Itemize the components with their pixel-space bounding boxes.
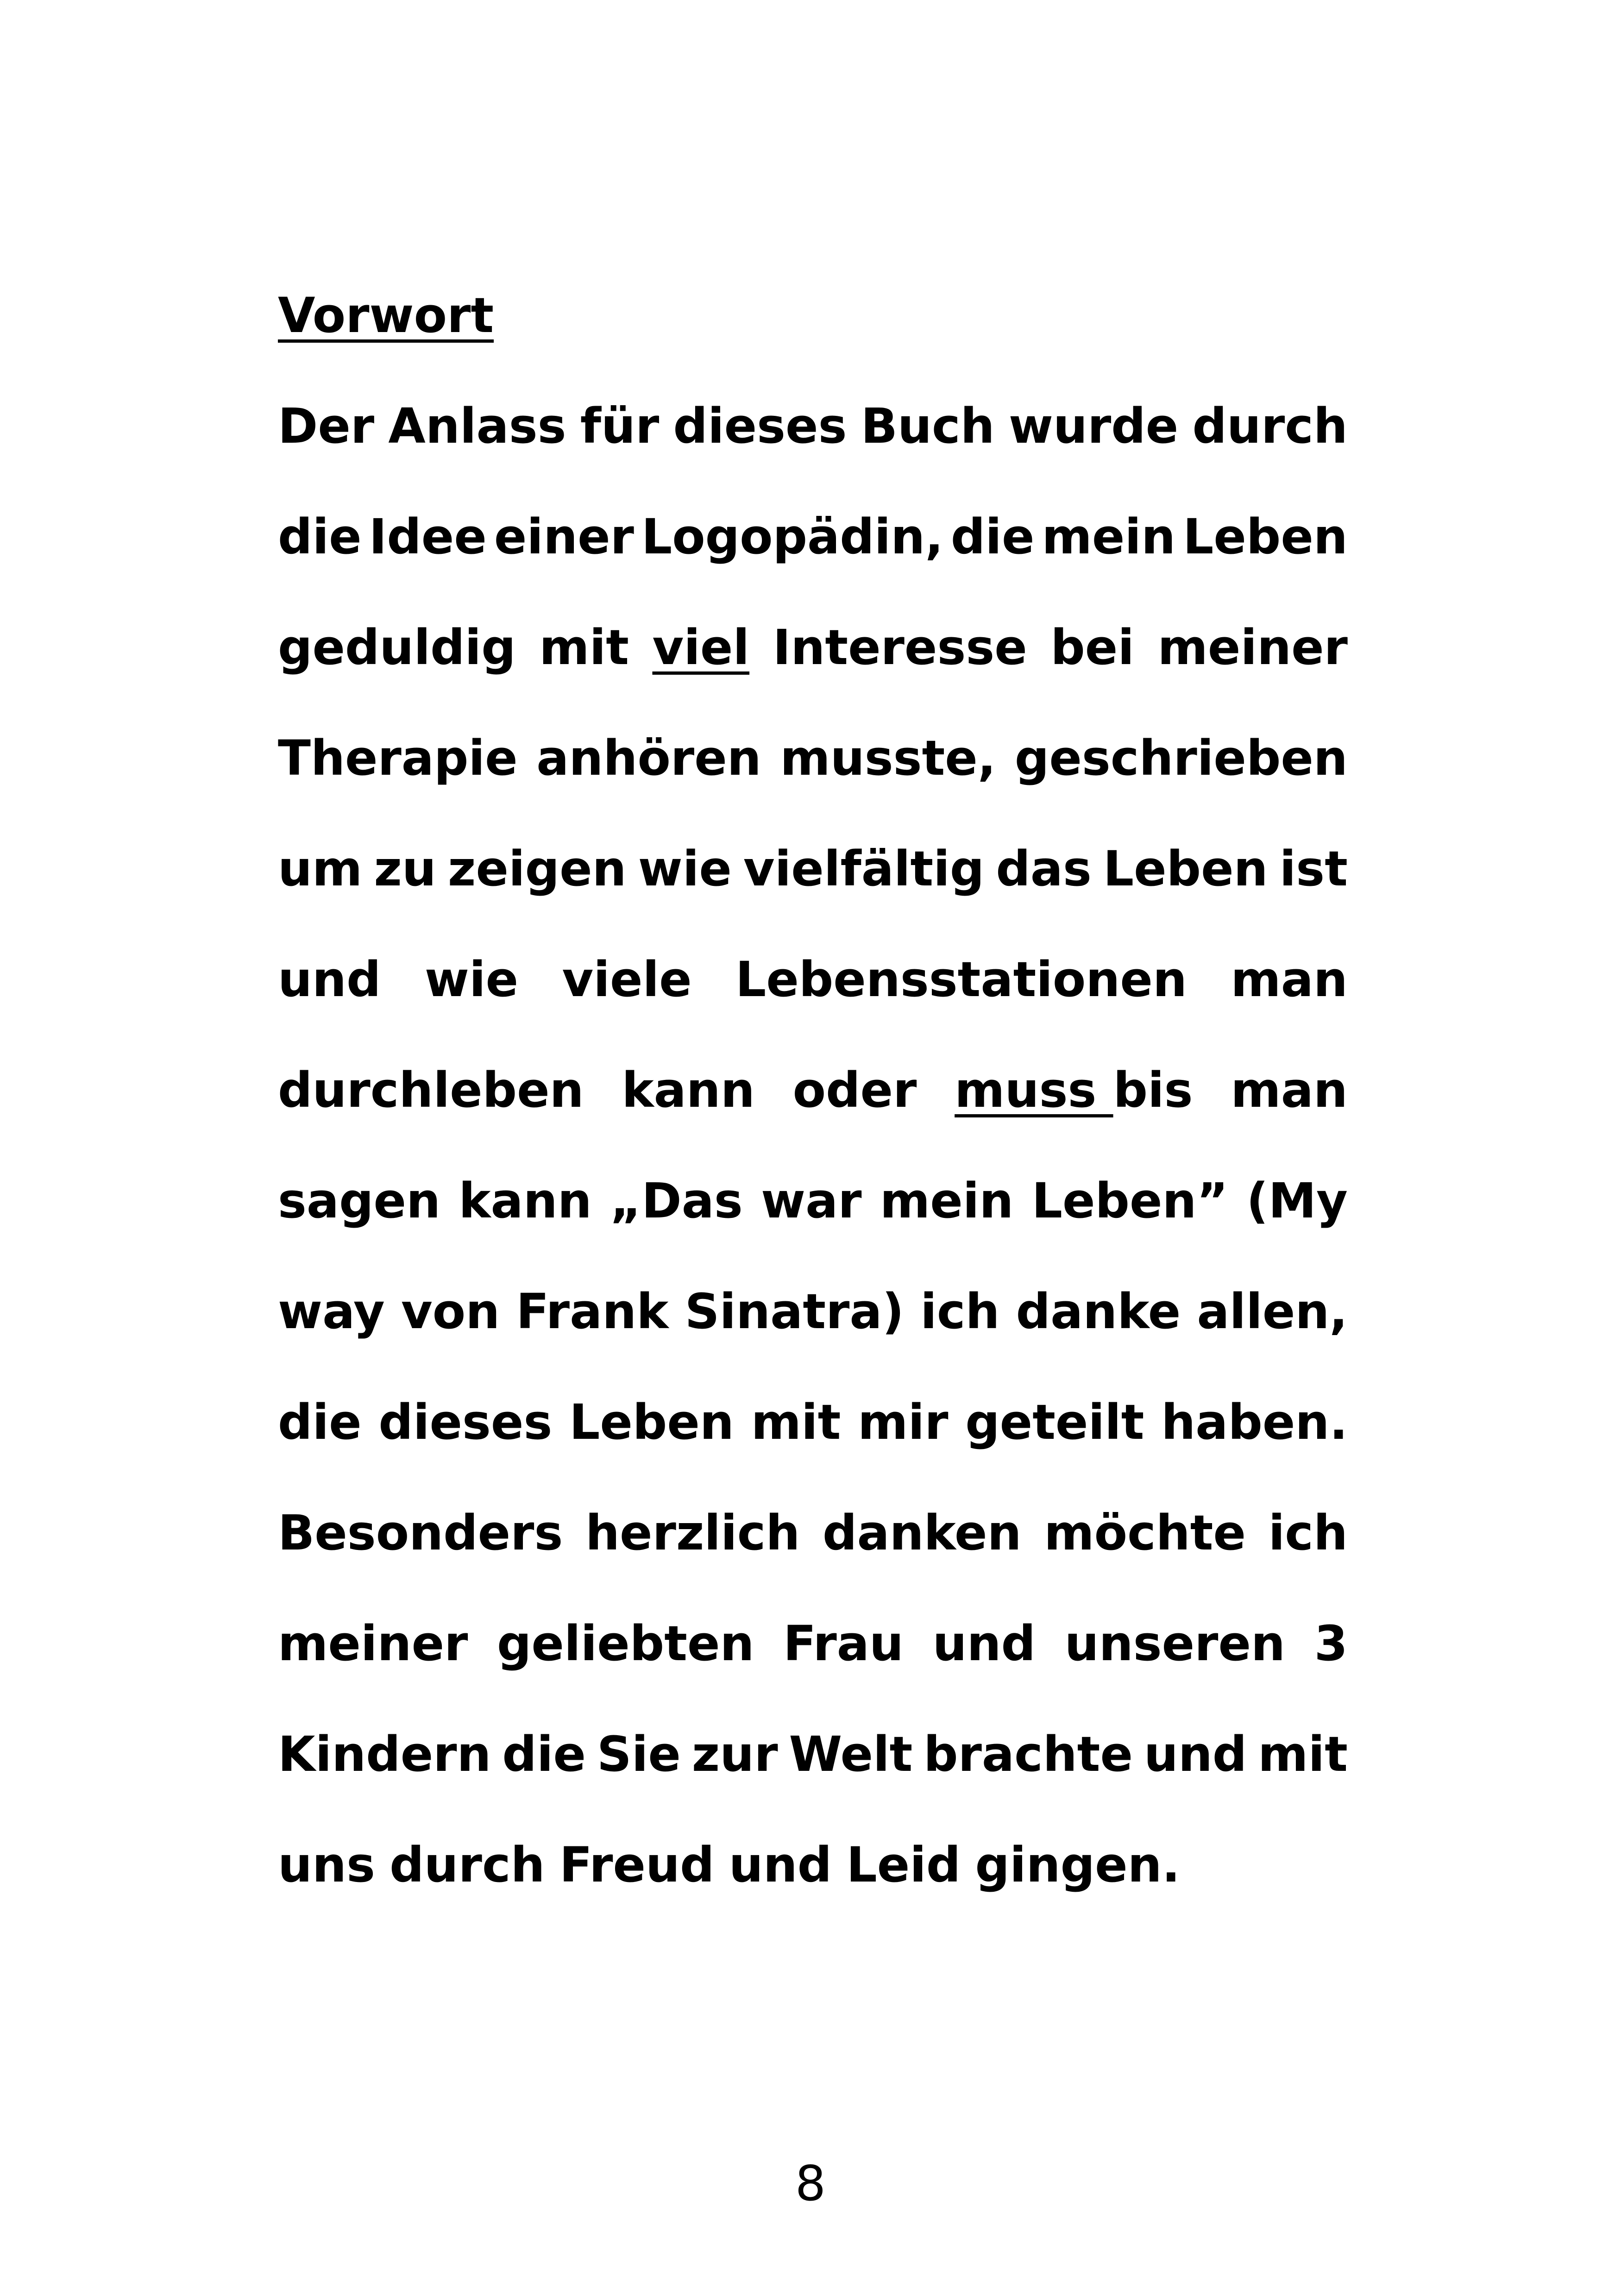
word: meiner [278,1615,468,1672]
text-line [278,613,1348,723]
text-line [278,391,1348,502]
word: wie [424,951,519,1008]
text-line [278,1498,1348,1609]
word: way [278,1283,385,1340]
underlined-word: muss [955,1062,1113,1118]
word: Freud [559,1837,715,1893]
word: Frau [783,1615,904,1672]
word: durchleben [278,1062,584,1118]
text-line [278,502,1348,613]
word: Besonders [278,1505,563,1561]
word: man [1231,951,1348,1008]
word: geschrieben [1014,730,1348,786]
word: die [950,508,1035,565]
word-pair [955,1055,1193,1125]
word: Anlass [388,398,566,454]
word: 3 [1314,1615,1348,1672]
word: man [1231,1062,1348,1118]
word: Sinatra) [685,1283,905,1340]
word: uns [278,1837,375,1893]
text-line [278,1166,1348,1277]
word: ich [920,1283,1000,1340]
word: von [401,1283,500,1340]
word: die [502,1726,586,1782]
text-line [278,1055,1348,1166]
word: geliebten [496,1615,754,1672]
word: anhören [536,730,761,786]
word: mit [539,619,629,676]
word: Der [278,398,375,454]
word: zu [374,841,436,897]
word: kann [459,1173,592,1229]
word: danken [823,1505,1022,1561]
word: (My [1246,1173,1348,1229]
word: meiner [1157,619,1348,676]
word: Interesse [773,619,1027,676]
word: dieses [673,398,847,454]
word: Buch [861,398,995,454]
word: musste, [780,730,996,786]
word: Logopädin, [641,508,943,565]
text-line [278,1387,1348,1498]
word: unseren [1064,1615,1286,1672]
body-text [278,391,1348,1941]
word: zeigen [447,841,627,897]
word: Leben [1183,508,1348,565]
word: durch [390,1837,545,1893]
word: und [932,1615,1036,1672]
word: Leben” [1031,1173,1228,1229]
word: war [761,1173,862,1229]
word: um [278,841,363,897]
word: Kindern [278,1726,491,1782]
word: und [729,1837,832,1893]
word: Leid [846,1837,961,1893]
word: die [278,1394,362,1450]
word: Welt [789,1726,913,1782]
word: bis [1113,1062,1193,1118]
word: mir [858,1394,949,1450]
word: mein [880,1173,1014,1229]
page-heading: Vorwort [278,287,494,344]
word: geteilt [965,1394,1144,1450]
word: Sie [597,1726,681,1782]
word: gingen. [975,1837,1181,1893]
text-line [278,1277,1348,1387]
word: brachte [924,1726,1133,1782]
word: Frank [516,1283,669,1340]
word: einer [494,508,634,565]
word: die [278,508,362,565]
word: wurde [1008,398,1179,454]
word: zur [691,1726,778,1782]
word: mit [1258,1726,1348,1782]
word: ist [1279,841,1348,897]
word: haben. [1161,1394,1348,1450]
text-line [278,945,1348,1055]
word: Leben [1103,841,1268,897]
word: vielfältig [743,841,985,897]
text-line [278,834,1348,945]
word: danke [1016,1283,1181,1340]
word: oder [792,1062,917,1118]
word: herzlich [585,1505,800,1561]
word: Leben [569,1394,734,1450]
word: das [996,841,1092,897]
word: Idee [369,508,487,565]
word: durch [1192,398,1348,454]
word: sagen [278,1173,441,1229]
word: möchte [1044,1505,1246,1561]
word: Therapie [278,730,518,786]
word: kann [622,1062,755,1118]
word: mein [1042,508,1176,565]
text-line [278,1609,1348,1719]
word: ich [1268,1505,1348,1561]
underlined-word: viel [652,619,750,676]
word: dieses [378,1394,553,1450]
word: viele [562,951,692,1008]
word: geduldig [278,619,516,676]
word: mit [751,1394,841,1450]
word: bei [1050,619,1134,676]
text-line [278,1719,1348,1830]
word: „Das [610,1173,743,1229]
page-number: 8 [795,2155,826,2212]
text-line [278,1830,1348,1941]
word: Lebensstationen [735,951,1187,1008]
word: und [278,951,381,1008]
word: allen, [1197,1283,1348,1340]
word: und [1143,1726,1247,1782]
text-line [278,723,1348,834]
word: für [580,398,660,454]
word: wie [638,841,732,897]
